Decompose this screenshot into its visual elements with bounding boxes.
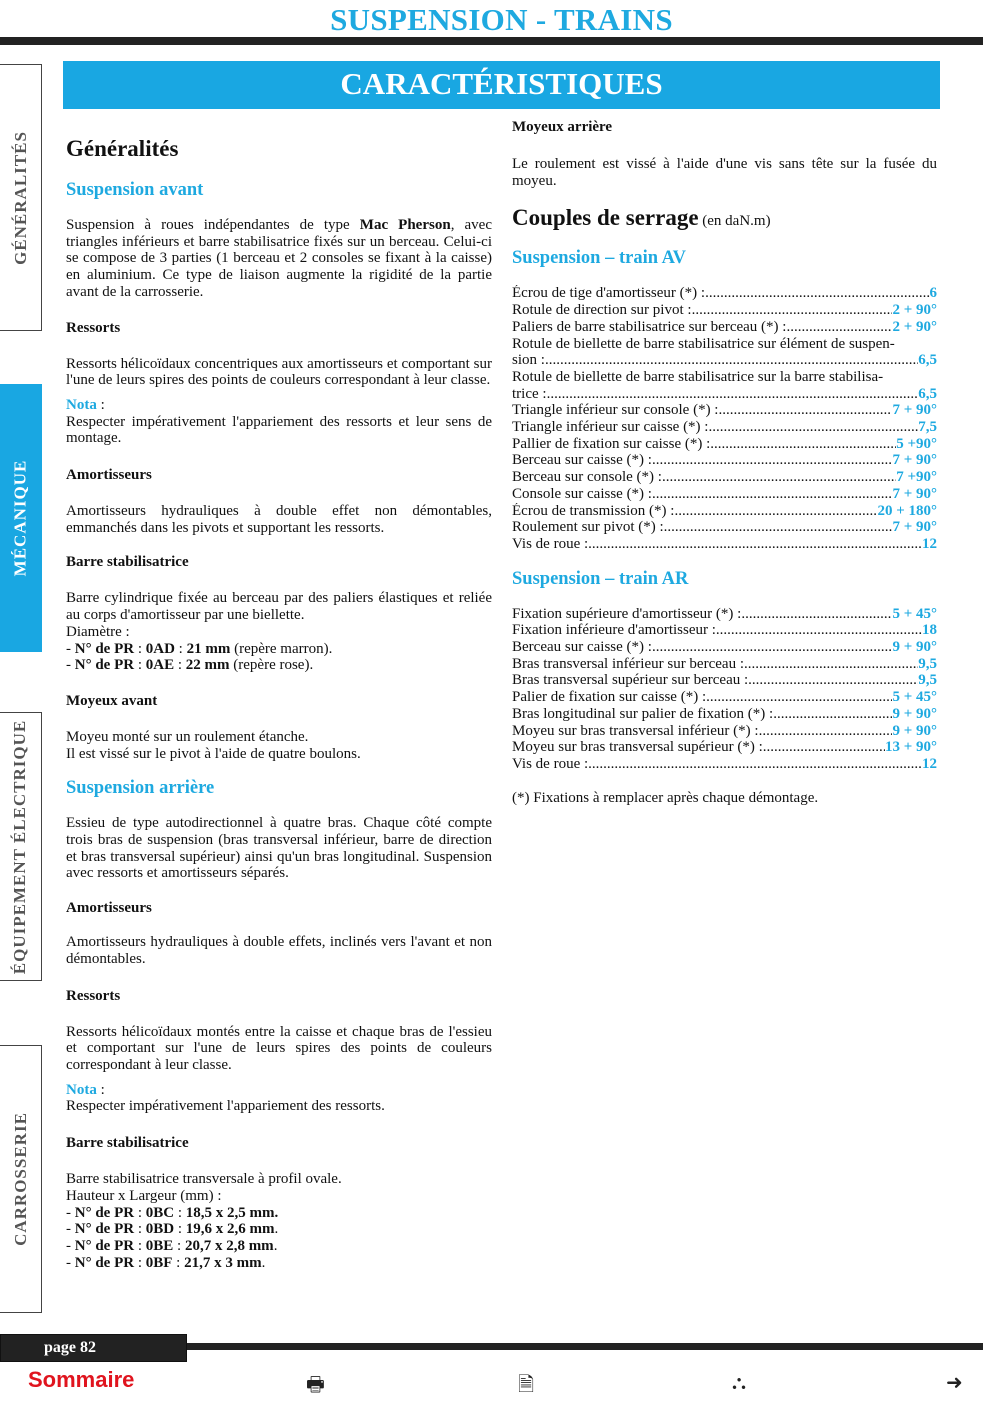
torque-row: Écrou de transmission (*) : ..... 20 + 180°: [512, 503, 937, 520]
torque-list-av-b: [512, 402, 937, 552]
nota-avant: Nota :: [66, 396, 105, 413]
torque-row: Pallier de fixation sur caisse (*) : ..... 5 +90°: [512, 436, 937, 453]
nota-arriere: Nota :: [66, 1081, 105, 1098]
torque-row: Berceau sur caisse (*) : ..... 9 + 90°: [512, 639, 937, 656]
right-column: [512, 118, 937, 806]
paragraph-moyeux-avant-1: Moyeu monté sur un roulement étanche.: [66, 728, 309, 745]
torque-row: Palier de fixation sur caisse (*) : ..... 5 + 45°: [512, 689, 937, 706]
heading-ressorts-avant: Ressorts: [66, 319, 121, 336]
pr-arr-2: - N° de PR : 0BD : 19,6 x 2,6 mm.: [66, 1221, 279, 1238]
left-column: [66, 130, 492, 1271]
top-rule: [0, 37, 983, 45]
torque-row: Bras transversal supérieur sur berceau : ..... 9,5: [512, 672, 937, 689]
pr-arr-3: - N° de PR : 0BE : 20,7 x 2,8 mm.: [66, 1237, 278, 1254]
torque-row: trice : ..... 6,5: [512, 386, 937, 403]
torque-row: Rotule de direction sur pivot : ..... 2 + 90°: [512, 302, 937, 319]
torque-row: Berceau sur caisse (*) : ..... 7 + 90°: [512, 452, 937, 469]
diametre-label: Diamètre :: [66, 623, 130, 640]
printer-icon[interactable]: 🖶: [306, 1372, 325, 1396]
torque-row: Moyeu sur bras transversal inférieur (*) : ..... 9 + 90°: [512, 723, 937, 740]
paragraph-moyeux-arriere: Le roulement est vissé à l'aide d'une vis sans tête sur la fusée du moyeu.: [512, 156, 937, 189]
side-tab-generalites[interactable]: GÉNÉRALITÉS: [0, 64, 42, 331]
torque-row: Console sur caisse (*) : ..... 7 + 90°: [512, 486, 937, 503]
heading-moyeux-avant: Moyeux avant: [66, 692, 158, 709]
torque-list-av-a: [512, 285, 937, 335]
heading-moyeux-arriere: Moyeux arrière: [512, 119, 613, 135]
torque-wrap-1: Rotule de biellette de barre stabilisatrice sur élément de suspen-: [512, 335, 895, 352]
torque-row: Bras transversal inférieur sur berceau : ..... 9,5: [512, 656, 937, 673]
torque-row: Vis de roue : ..... 12: [512, 756, 937, 773]
next-arrow-icon[interactable]: ➜: [946, 1370, 963, 1394]
torque-row: Fixation supérieure d'amortisseur (*) : ..... 5 + 45°: [512, 606, 937, 623]
heading-suspension-avant: Suspension avant: [66, 180, 204, 200]
nota-avant-text: Respecter impérativement l'appariement des ressorts et leur sens de montage.: [66, 413, 492, 447]
paragraph-amortisseurs-avant: Amortisseurs hydrauliques à double effet non démontables, emmanchés dans les pivots et supportant les ressorts.: [66, 503, 492, 536]
paragraph-suspension-avant: Suspension à roues indépendantes de type Mac Pherson, avec triangles inférieurs et barre stabilisatrice fixés sur un berceau. Celui-ci se compose de 3 parties (1 berceau et 2 consoles se fixant à la caisse) en aluminium. Ce type de liaison augmente la rigidité de la partie avant de la carrosserie.: [66, 217, 492, 300]
pr-arr-1: - N° de PR : 0BC : 18,5 x 2,5 mm.: [66, 1204, 279, 1221]
paragraph-barre-avant: Barre cylindrique fixée au berceau par des paliers élastiques et reliée au corps d'amortisseur par une biellette.: [66, 590, 492, 624]
side-tab-mecanique[interactable]: MÉCANIQUE: [0, 384, 42, 652]
heading-barre-arriere: Barre stabilisatrice: [66, 1135, 189, 1152]
paragraph-ressorts-avant: Ressorts hélicoïdaux concentriques aux amortisseurs et comportant sur l'une de leurs spires des points de couleurs correspondant à leur classe.: [66, 355, 492, 389]
torque-row: Écrou de tige d'amortisseur (*) : ..... 6: [512, 285, 937, 302]
pr-av-2: - N° de PR : 0AE : 22 mm (repère rose).: [66, 657, 314, 674]
section-banner: CARACTÉRISTIQUES: [63, 61, 940, 109]
pr-arr-4: - N° de PR : 0BF : 21,7 x 3 mm.: [66, 1254, 266, 1271]
torque-wrap-2: Rotule de biellette de barre stabilisatrice sur la barre stabilisa-: [512, 368, 884, 385]
paragraph-ressorts-arriere: Ressorts hélicoïdaux montés entre la caisse et chaque bras de l'essieu et comportant sur l'une de leurs spires des points de couleurs correspondant à leur classe.: [66, 1023, 492, 1073]
torque-row: Vis de roue : ..... 12: [512, 536, 937, 553]
page-title: SUSPENSION - TRAINS: [330, 2, 673, 37]
torque-list-ar: [512, 606, 937, 773]
torque-row: sion : ..... 6,5: [512, 352, 937, 369]
side-tab-carrosserie[interactable]: CARROSSERIE: [0, 1045, 42, 1313]
binoculars-icon[interactable]: ⛬: [732, 1370, 746, 1394]
heading-suspension-arriere: Suspension arrière: [66, 778, 215, 799]
heading-train-av: Suspension – train AV: [512, 248, 686, 269]
paragraph-moyeux-avant-2: Il est vissé sur le pivot à l'aide de quatre boulons.: [66, 745, 361, 762]
heading-train-ar: Suspension – train AR: [512, 568, 689, 589]
torque-row: Triangle inférieur sur console (*) : ..... 7 + 90°: [512, 402, 937, 419]
torque-row: Triangle inférieur sur caisse (*) : ..... 7,5: [512, 419, 937, 436]
nota-arriere-text: Respecter impérativement l'appariement des ressorts.: [66, 1098, 385, 1115]
paragraph-barre-arriere-1: Barre stabilisatrice transversale à profil ovale.: [66, 1171, 342, 1188]
paragraph-suspension-arriere: Essieu de type autodirectionnel à quatre bras. Chaque côté compte trois bras de suspension (bras transversal inférieur, barre de direction et bras transversal supérieur) ainsi qu'un bras longitudinal. Suspension avec ressorts et amortisseurs séparés.: [66, 815, 492, 882]
heading-barre-avant: Barre stabilisatrice: [66, 554, 189, 571]
footnote: (*) Fixations à remplacer après chaque démontage.: [512, 789, 819, 806]
page-number: page 82: [0, 1334, 187, 1362]
heading-couples-de-serrage: Couples de serrage (en daN.m): [512, 205, 771, 231]
paragraph-barre-arriere-2: Hauteur x Largeur (mm) :: [66, 1187, 222, 1204]
paragraph-amortisseurs-arriere: Amortisseurs hydrauliques à double effets, inclinés vers l'avant et non démontables.: [66, 934, 492, 967]
document-icon[interactable]: 🗎: [518, 1372, 535, 1396]
heading-amortisseurs-arriere: Amortisseurs: [66, 900, 152, 917]
torque-row: Moyeu sur bras transversal supérieur (*) : ..... 13 + 90°: [512, 739, 937, 756]
heading-amortisseurs-avant: Amortisseurs: [66, 467, 152, 484]
torque-row: Paliers de barre stabilisatrice sur berceau (*) : ..... 2 + 90°: [512, 319, 937, 336]
sommaire-link[interactable]: Sommaire: [28, 1367, 135, 1392]
side-tab-equipement-electrique[interactable]: ÉQUIPEMENT ÉLECTRIQUE: [0, 712, 42, 981]
torque-row: Fixation inférieure d'amortisseur : ..... 18: [512, 622, 937, 639]
torque-row: Bras longitudinal sur palier de fixation (*) : ..... 9 + 90°: [512, 706, 937, 723]
heading-generalites: Généralités: [66, 136, 179, 161]
torque-row: Berceau sur console (*) : ..... 7 +90°: [512, 469, 937, 486]
pr-av-1: - N° de PR : 0AD : 21 mm (repère marron).: [66, 640, 333, 657]
heading-ressorts-arriere: Ressorts: [66, 987, 121, 1004]
torque-row: Roulement sur pivot (*) : ..... 7 + 90°: [512, 519, 937, 536]
